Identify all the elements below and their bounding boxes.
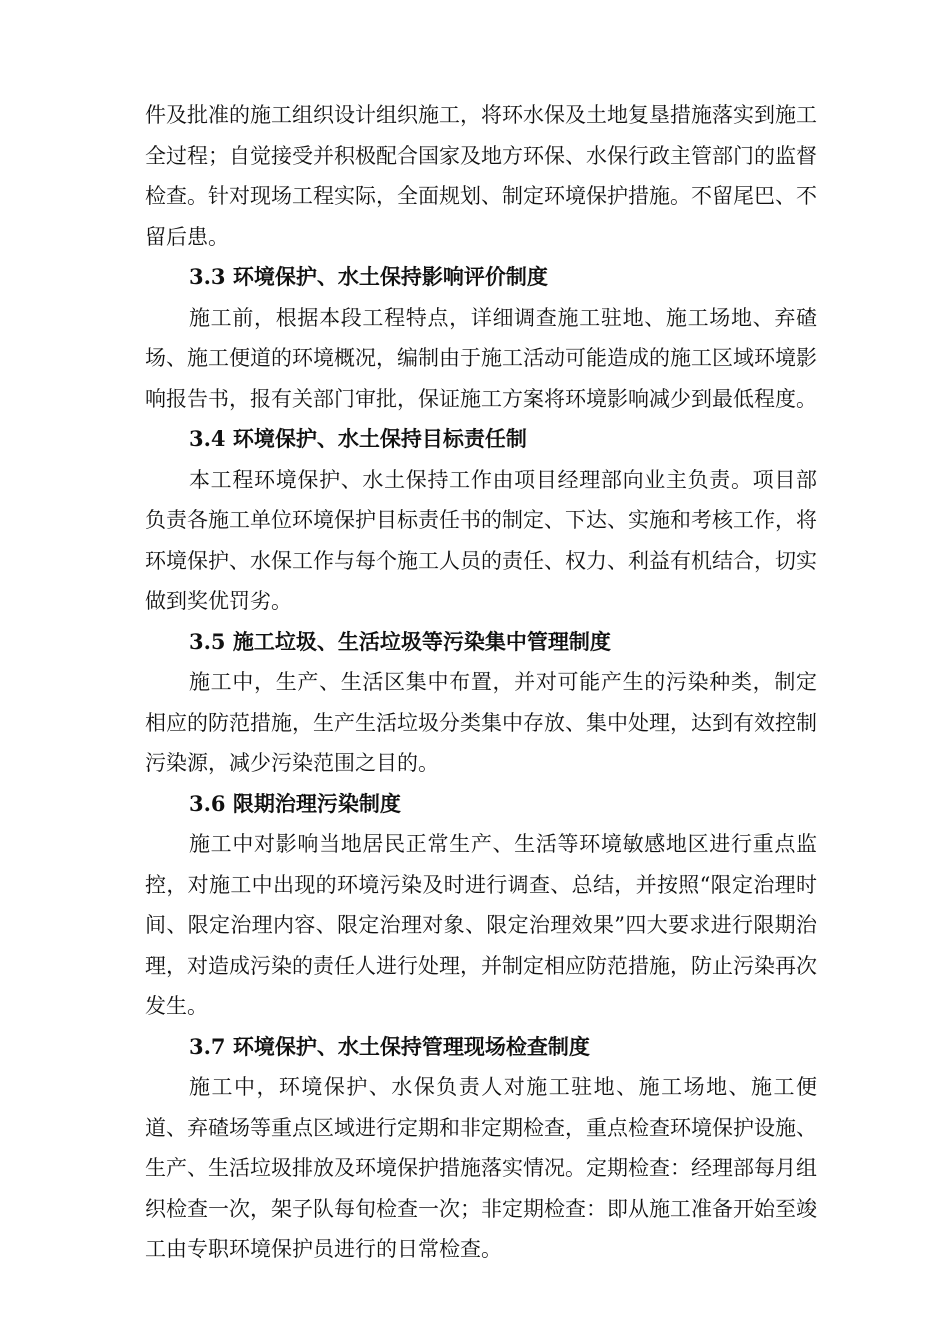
section-heading-3-6: 3.6 限期治理污染制度 bbox=[189, 790, 401, 816]
section-body-3-6: 施工中对影响当地居民正常生产、生活等环境敏感地区进行重点监控，对施工中出现的环境污染及时进行调查、总结，并按照“限定治理时间、限定治理内容、限定治理对象、限定治理效果”四大要求进行限期治理，对造成污染的责任人进行处理，并制定相应防范措施，防止污染再次发生。 bbox=[145, 832, 817, 1018]
section-body-3-3: 施工前，根据本段工程特点，详细调查施工驻地、施工场地、弃碴场、施工便道的环境概况，编制由于施工活动可能造成的施工区域环境影响报告书，报有关部门审批，保证施工方案将环境影响减少到最低程度。 bbox=[145, 305, 817, 411]
section-heading-3-7: 3.7 环境保护、水土保持管理现场检查制度 bbox=[189, 1033, 590, 1059]
section-heading-3-5: 3.5 施工垃圾、生活垃圾等污染集中管理制度 bbox=[189, 628, 611, 654]
section-body-3-7: 施工中，环境保护、水保负责人对施工驻地、施工场地、施工便道、弃碴场等重点区域进行定期和非定期检查，重点检查环境保护设施、生产、生活垃圾排放及环境保护措施落实情况。定期检查：经理部每月组织检查一次，架子队每旬检查一次；非定期检查：即从施工准备开始至竣工由专职环境保护员进行的日常检查。 bbox=[145, 1075, 817, 1261]
document-body bbox=[145, 95, 817, 1270]
section-heading-3-4: 3.4 环境保护、水土保持目标责任制 bbox=[189, 426, 527, 451]
intro-paragraph: 件及批准的施工组织设计组织施工，将环水保及土地复垦措施落实到施工全过程；自觉接受并积极配合国家及地方环保、水保行政主管部门的监督检查。针对现场工程实际，全面规划、制定环境保护措施。不留尾巴、不留后患。 bbox=[145, 103, 817, 249]
section-body-3-5: 施工中，生产、生活区集中布置，并对可能产生的污染种类，制定相应的防范措施，生产生活垃圾分类集中存放、集中处理，达到有效控制污染源，减少污染范围之目的。 bbox=[145, 670, 817, 775]
section-heading-3-3: 3.3 环境保护、水土保持影响评价制度 bbox=[189, 264, 548, 289]
section-body-3-4: 本工程环境保护、水土保持工作由项目经理部向业主负责。项目部负责各施工单位环境保护目标责任书的制定、下达、实施和考核工作，将环境保护、水保工作与每个施工人员的责任、权力、利益有机结合，切实做到奖优罚劣。 bbox=[145, 467, 817, 613]
